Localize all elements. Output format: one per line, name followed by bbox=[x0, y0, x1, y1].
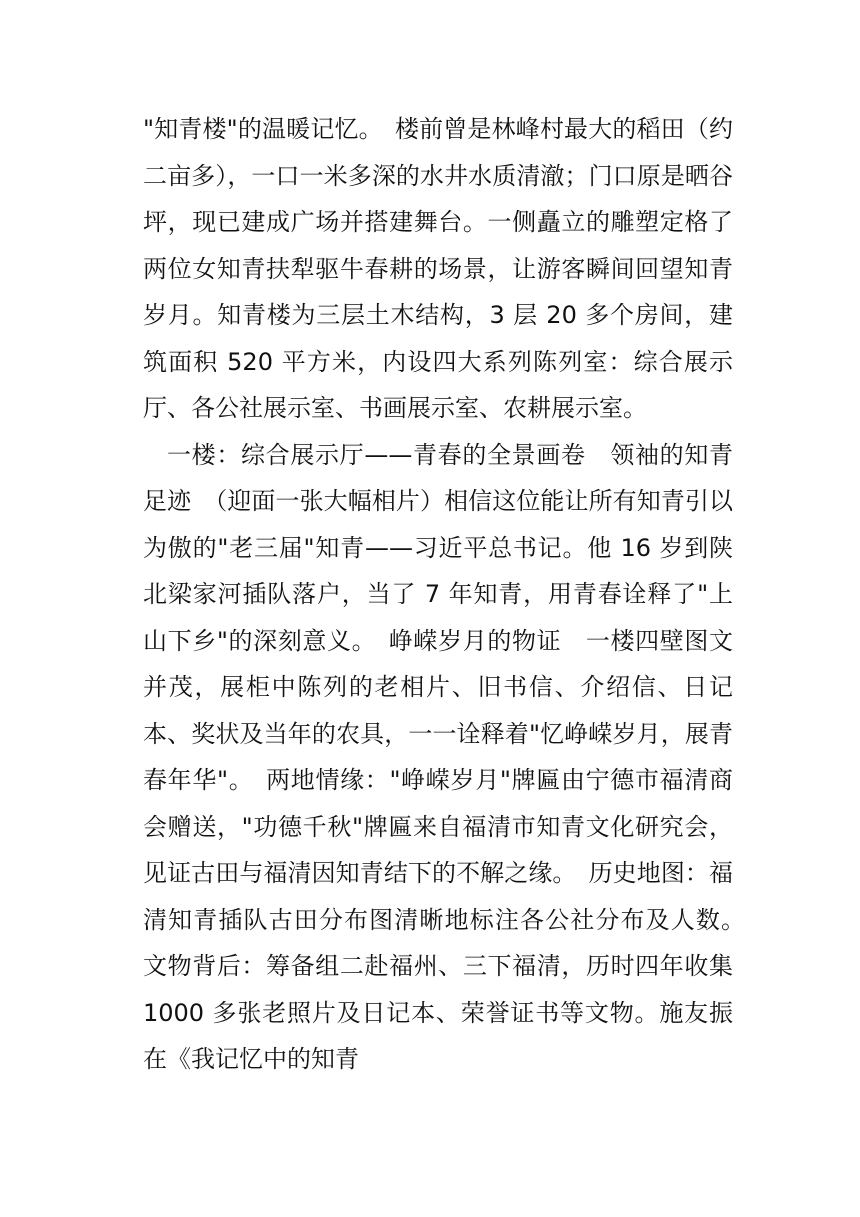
paragraph-first-floor-exhibition: 一楼：综合展示厅——青春的全景画卷 领袖的知青足迹 （迎面一张大幅相片）相信这位能让所有知青引以为傲的"老三届"知青——习近平总书记。他 16 岁到陕北梁家河插队落户，当了 7 年知青，用青春诠释了"上山下乡"的深刻意义。 峥嵘岁月的物证 一楼四壁图文并茂，展柜中陈列的老相片、旧书信、介绍信、日记本、奖状及当年的农具，一一诠释着"忆峥嵘岁月，展青春年华"。 两地情缘："峥嵘岁月"牌匾由宁德市福清商会赠送，"功德千秋"牌匾来自福清市知青文化研究会，见证古田与福清因知青结下的不解之缘。 历史地图：福清知青插队古田分布图清晰地标注各公社分布及人数。 文物背后：筹备组二赴福州、三下福清，历时四年收集 1000 多张老照片及日记本、荣誉证书等文物。施友振在《我记忆中的知青 bbox=[143, 440, 757, 1073]
body-text bbox=[143, 106, 757, 1083]
paragraph-zhiqing-building-memory: "知青楼"的温暖记忆。 楼前曾是林峰村最大的稻田（约二亩多），一口一米多深的水井水质清澈；门口原是晒谷坪，现已建成广场并搭建舞台。一侧矗立的雕塑定格了两位女知青扶犁驱牛春耕的场景，让游客瞬间回望知青岁月。知青楼为三层土木结构，3 层 20 多个房间，建筑面积 520 平方米，内设四大系列陈列室：综合展示厅、各公社展示室、书画展示室、农耕展示室。 bbox=[143, 115, 733, 422]
